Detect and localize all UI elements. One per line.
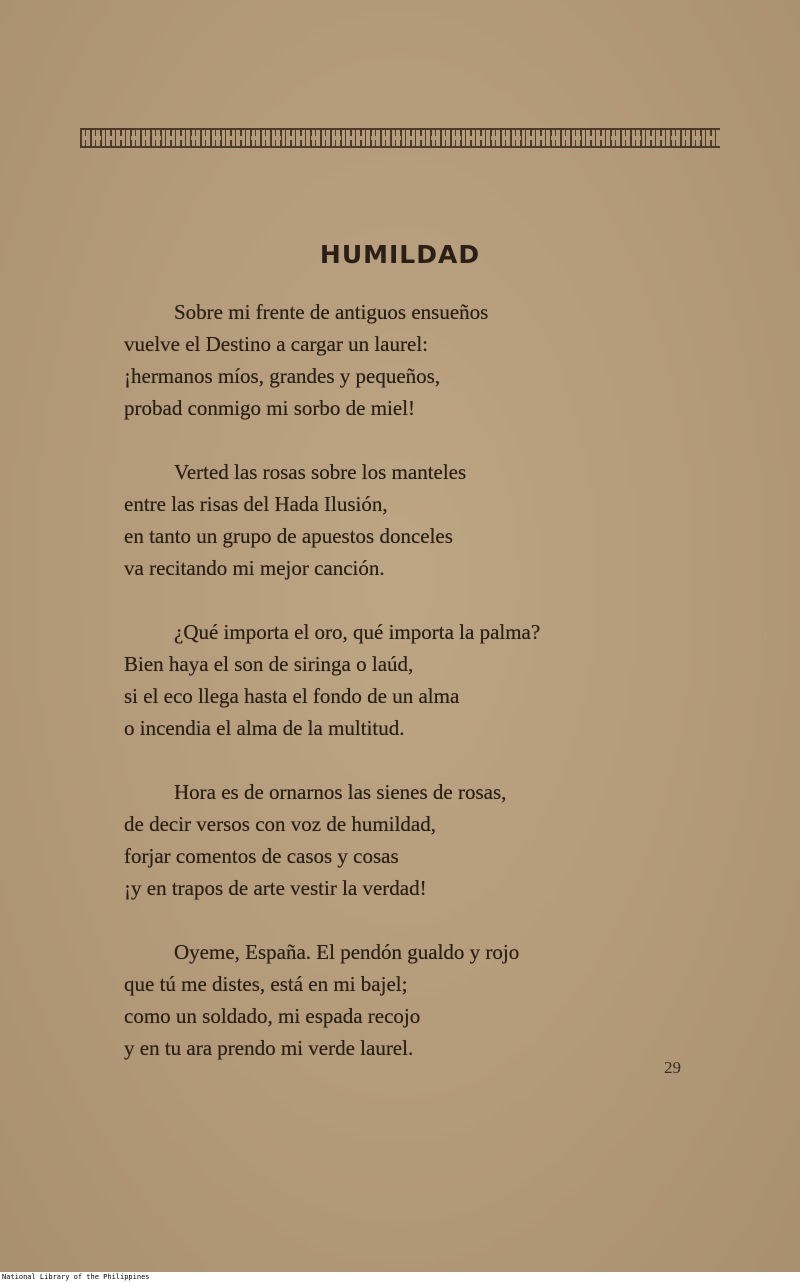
poem-line: Oyeme, España. El pendón gualdo y rojo — [174, 940, 520, 964]
poem-line: entre las risas del Hada Ilusión, — [124, 492, 388, 516]
poem-line: Hora es de ornarnos las sienes de rosas, — [174, 780, 507, 804]
page-number: 29 — [664, 1058, 681, 1077]
poem-line: forjar comentos de casos y cosas — [124, 844, 399, 868]
stanza — [124, 296, 704, 424]
stanza — [124, 456, 704, 584]
poem-line: como un soldado, mi espada recojo — [124, 1004, 421, 1028]
stanza — [124, 776, 704, 904]
stanza — [124, 616, 704, 744]
poem-title: HUMILDAD — [319, 240, 481, 269]
poem-line: de decir versos con voz de humildad, — [124, 812, 436, 836]
poem-line: ¡y en trapos de arte vestir la verdad! — [124, 876, 427, 900]
stanza — [124, 936, 704, 1064]
poem-line: que tú me distes, está en mi bajel; — [124, 972, 408, 996]
poem-line: vuelve el Destino a cargar un laurel: — [124, 332, 428, 356]
poem-body — [124, 296, 704, 1096]
footer-strip — [0, 1272, 800, 1283]
poem-line: o incendia el alma de la multitud. — [124, 716, 405, 740]
poem-line: va recitando mi mejor canción. — [124, 556, 385, 580]
ornament-pattern — [80, 136, 720, 140]
poem-line: y en tu ara prendo mi verde laurel. — [124, 1036, 414, 1060]
poem-line: ¡hermanos míos, grandes y pequeños, — [124, 364, 441, 388]
poem-line: Sobre mi frente de antiguos ensueños — [174, 300, 489, 324]
poem-line: Verted las rosas sobre los manteles — [174, 460, 467, 484]
poem-line: si el eco llega hasta el fondo de un alma — [124, 684, 460, 708]
poem-line: probad conmigo mi sorbo de miel! — [124, 396, 416, 420]
footer-credit: National Library of the Philippines — [2, 1273, 150, 1281]
poem-line: Bien haya el son de siringa o laúd, — [124, 652, 414, 676]
decorative-border-ornament — [80, 128, 720, 148]
poem-line: ¿Qué importa el oro, qué importa la palma? — [174, 620, 541, 644]
poem-line: en tanto un grupo de apuestos donceles — [124, 524, 453, 548]
